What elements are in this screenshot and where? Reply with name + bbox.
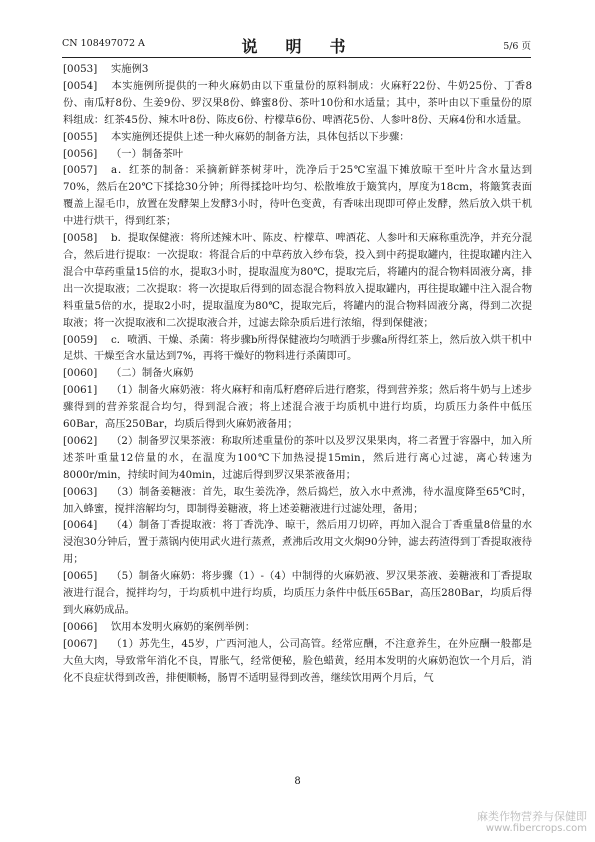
paragraph-number: [0055]: [63, 130, 98, 143]
paragraph-text: （2）制备罗汉果茶液：称取所述重量份的茶叶以及罗汉果果肉，将二者置于容器中，加入所述茶叶重量12倍量的水，在温度为100℃下加热浸提15min，然后进行离心过滤，离心转速为8000r/min，持续时间为40min，过滤后得到罗汉果茶液备用；: [63, 434, 532, 481]
header-divider: [62, 57, 531, 58]
paragraph: [63, 365, 532, 382]
paragraph-number: [0059]: [63, 333, 98, 346]
paragraph-number: [0053]: [63, 63, 98, 75]
paragraph-text: 实施例3: [111, 63, 149, 75]
paragraph-number: [0067]: [63, 637, 98, 650]
paragraph-number: [0066]: [63, 620, 98, 633]
paragraph-text: 本实施例所提供的一种火麻奶由以下重量份的原料制成：火麻籽22份、牛奶25份、丁香8份、南瓜籽8份、生姜9份、罗汉果8份、蜂蜜8份、茶叶10份和水适量；其中，茶叶由以下重量份的原料组成：红茶45份、辣木叶8份、陈皮6份、柠檬草6份、啤酒花5份、人参叶8份、天麻4份和水适量。: [63, 79, 532, 126]
paragraph-text: （3）制备姜糖液：首先，取生姜洗净，然后捣烂，放入水中煮沸，待水温度降至65℃时，加入蜂蜜，搅拌溶解均匀，即制得姜糖液，将上述姜糖液进行过滤处理，备用；: [63, 485, 532, 515]
paragraph-text: （4）制备丁香提取液：将丁香洗净、晾干，然后用刀切碎，再加入混合丁香重量8倍量的水浸泡30分钟后，置于蒸锅内使用武火进行蒸煮，煮沸后改用文火焖90分钟，滤去药渣得到丁香提取液待用；: [63, 519, 532, 566]
paragraph: [63, 636, 532, 687]
paragraph-number: [0065]: [63, 570, 98, 583]
paragraph: [63, 230, 532, 331]
paragraph-number: [0054]: [63, 79, 98, 92]
paragraph-text: b．提取保健液：将所述辣木叶、陈皮、柠檬草、啤酒花、人参叶和天麻称重洗净，并充分混合，然后进行提取：一次提取：将混合后的中草药放入纱布袋，投入到中药提取罐内，往提取罐内注入混合中草药重量15倍的水，提取3小时，提取温度为80℃，提取完后，将罐内的混合物料固液分离，排出一次提取液；二次提取：将一次提取后得到的固态混合物料放入提取罐内，再往提取罐中注入混合物料重量5倍的水，提取2小时，提取温度为80℃，提取完后，将罐内的混合物料固液分离，得到二次提取液；将一次提取液和二次提取液合并，过滤去除杂质后进行浓缩，得到保健液；: [63, 232, 532, 329]
paragraph: [63, 332, 532, 366]
description-body: [63, 61, 532, 687]
paragraph: [63, 78, 532, 129]
paragraph-number: [0060]: [63, 367, 98, 380]
paragraph-text: （1）苏先生，45岁，广西河池人，公司高管。经常应酬，不注意养生，在外应酬一般都是大鱼大肉，导致常年消化不良，胃胀气，经常便秘，脸色蜡黄，经用本发明的火麻奶泡饮一个月后，消化不良症状得到改善，排便顺畅，肠胃不适明显得到改善，继续饮用两个月后，气: [63, 637, 532, 684]
page-number: 8: [294, 776, 301, 787]
paragraph: [63, 162, 532, 230]
paragraph: [63, 568, 532, 619]
watermark-url: www.fibercrops.com: [485, 823, 587, 834]
paragraph-number: [0056]: [63, 147, 98, 160]
paragraph: [63, 517, 532, 568]
paragraph: [63, 129, 532, 146]
watermark-text: 麻类作物营养与保健即: [477, 810, 587, 823]
document-title: 说 明 书: [241, 37, 352, 56]
patent-number: CN 108497072 A: [62, 38, 145, 49]
paragraph-text: （5）制备火麻奶：将步骤（1）-（4）中制得的火麻奶液、罗汉果茶液、姜糖液和丁香提取液进行混合，搅拌均匀，于均质机中进行均质，均质压力条件中低压65Bar，高压280Bar，均质后得到火麻奶成品。: [63, 570, 532, 616]
paragraph-text: 本实施例还提供上述一种火麻奶的制备方法，具体包括以下步骤：: [111, 130, 410, 143]
page-reference: 5/6 页: [503, 41, 531, 52]
paragraph-text: （二）制备火麻奶: [111, 367, 194, 380]
paragraph-text: （一）制备茶叶: [111, 147, 184, 160]
paragraph-number: [0061]: [63, 384, 98, 397]
page-header: [62, 34, 531, 56]
paragraph-text: 饮用本发明火麻奶的案例举例：: [111, 620, 256, 633]
paragraph-number: [0064]: [63, 519, 98, 532]
paragraph-text: c．喷洒、干燥、杀菌：将步骤b所得保健液均匀喷洒于步骤a所得红茶上，然后放入烘干机中足烘、干燥至含水量达到7%，再将干燥好的物料进行杀菌即可。: [63, 333, 532, 363]
paragraph: [63, 382, 532, 433]
paragraph: [63, 619, 532, 636]
paragraph: [63, 484, 532, 518]
paragraph: [63, 433, 532, 484]
paragraph-number: [0063]: [63, 485, 98, 498]
paragraph-text: （1）制备火麻奶液：将火麻籽和南瓜籽磨碎后进行磨浆，得到营养浆；然后将牛奶与上述步骤得到的营养浆混合均匀，得到混合液；将上述混合液于均质机中进行均质，均质压力条件中低压60Bar，高压250Bar，均质后得到火麻奶液备用；: [63, 384, 532, 431]
paragraph-text: a．红茶的制备：采摘新鲜茶树芽叶，洗净后于25℃室温下摊放晾干至叶片含水量达到70%，然后在20℃下揉捻30分钟；所得揉捻叶均匀、松散堆放于簸箕内，厚度为18cm，将簸箕表面覆盖上湿毛巾，放置在发酵架上发酵3小时，待叶色变黄，有香味出现即可停止发酵，然后放入烘干机中进行烘干，得到红茶；: [63, 164, 532, 228]
paragraph-number: [0057]: [63, 164, 98, 177]
paragraph: [63, 146, 532, 163]
paragraph-number: [0062]: [63, 434, 98, 447]
paragraph: [63, 61, 532, 78]
paragraph-number: [0058]: [63, 232, 98, 245]
